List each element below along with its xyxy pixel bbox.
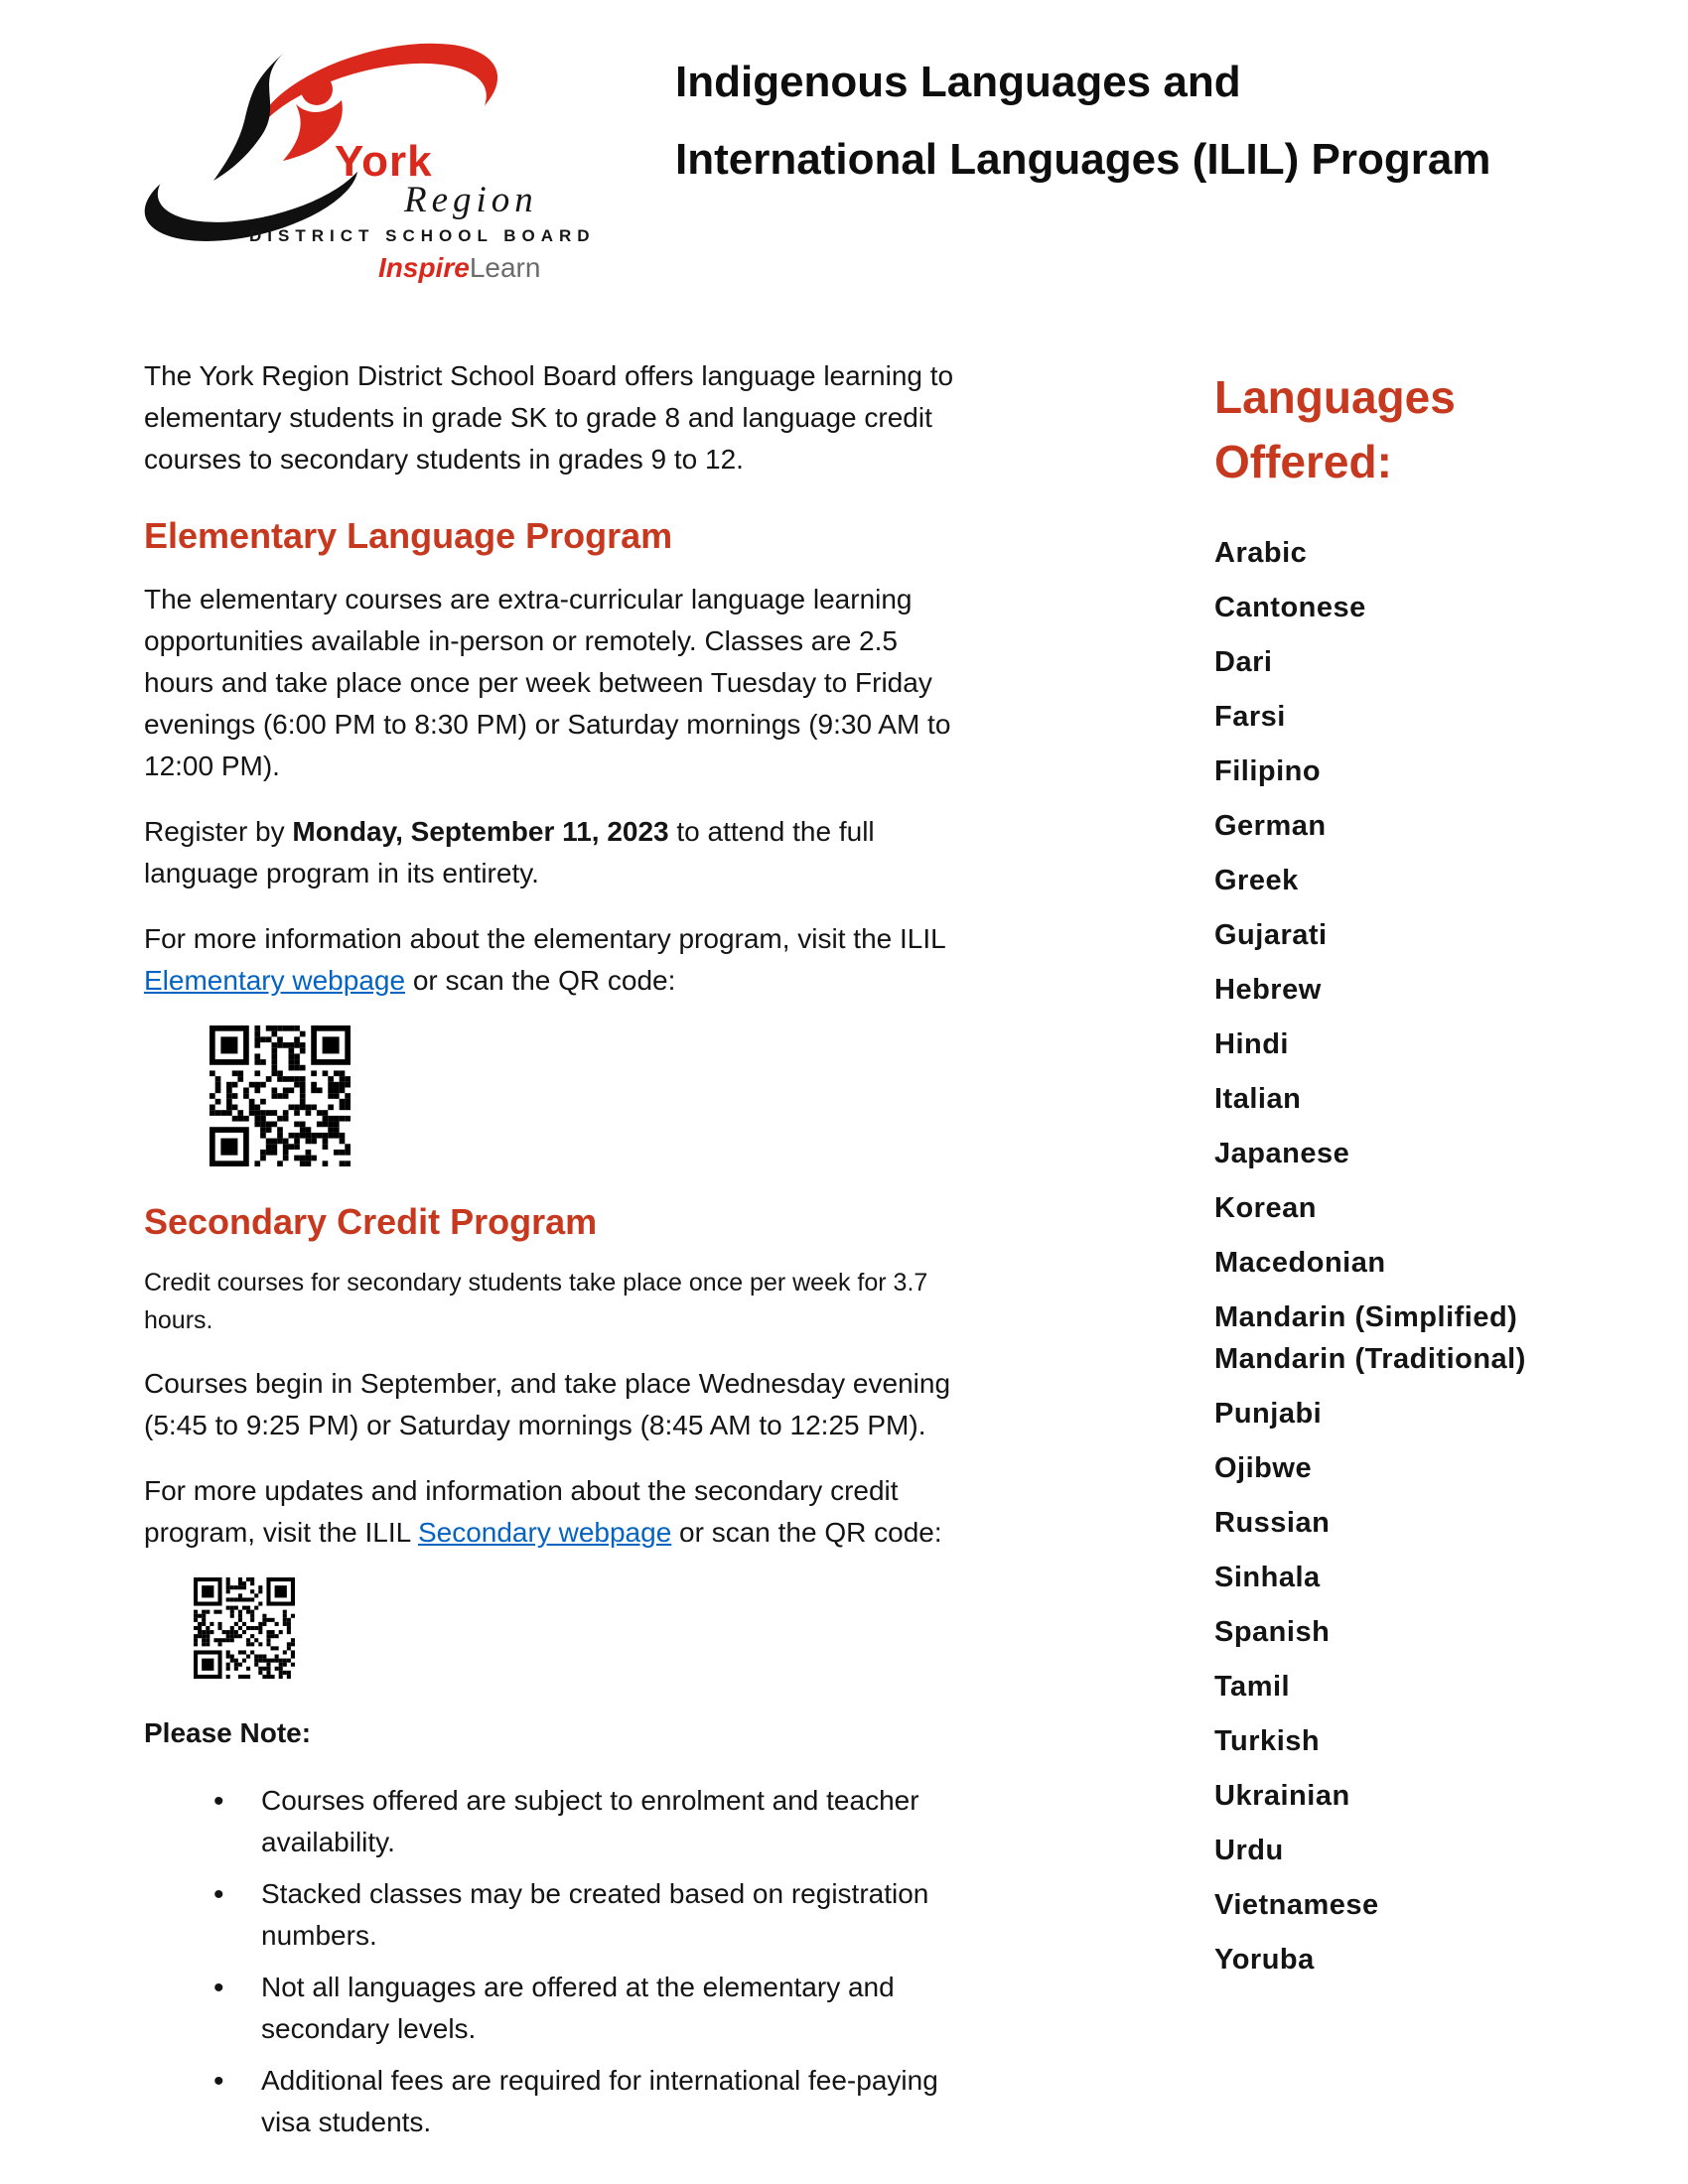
note-bullet-item: • Not all languages are offered at the elementary and secondary levels.: [213, 1967, 968, 2050]
page-title-line1: Indigenous Languages and: [675, 58, 1241, 106]
page-title-line2: International Languages (ILIL) Program: [675, 135, 1491, 185]
language-item: Japanese: [1214, 1137, 1350, 1169]
language-item: Ojibwe: [1214, 1451, 1313, 1484]
language-item: Russian: [1214, 1506, 1331, 1539]
language-item: Spanish: [1214, 1615, 1331, 1648]
elementary-info-paragraph: [144, 918, 968, 1002]
page-title: [675, 44, 1648, 200]
yrdsb-logo: [144, 28, 596, 301]
language-item: Italian: [1214, 1082, 1302, 1115]
elementary-body-paragraph: The elementary courses are extra-curricular language learning opportunities available in-person or remotely. Classes are 2.5 hours and take place once per week between Tuesday to Friday evenings (6:00 PM to 8:30 PM) or Saturday mornings (9:30 AM to 12:00 PM).: [144, 584, 951, 782]
logo-learn-text: Learn: [469, 252, 541, 283]
logo-tagline: [378, 252, 540, 284]
languages-sidebar: [1214, 365, 1661, 1998]
logo-board-text: DISTRICT SCHOOL BOARD: [249, 226, 596, 245]
language-item: German: [1214, 809, 1327, 842]
qr-code-secondary: [194, 1577, 295, 1679]
secondary-webpage-link[interactable]: Secondary webpage: [417, 1517, 672, 1549]
logo-york-text: York: [335, 137, 433, 186]
language-item: Hebrew: [1214, 973, 1322, 1006]
please-note-heading: Please Note:: [144, 1717, 312, 1749]
intro-paragraph: The York Region District School Board offers language learning to elementary students in grade SK to grade 8 and language credit courses to secondary students in grades 9 to 12.: [144, 360, 954, 475]
secondary-info-prefix: For more updates and information about the secondary credit program, visit the ILIL: [144, 1475, 899, 1549]
language-item: Cantonese: [1214, 591, 1366, 623]
language-item: Ukrainian: [1214, 1779, 1350, 1812]
secondary-credit-paragraph: Credit courses for secondary students take place once per week for 3.7 hours.: [144, 1269, 928, 1334]
language-item: Vietnamese: [1214, 1888, 1379, 1921]
language-item: Greek: [1214, 864, 1299, 896]
languages-list: [1214, 537, 1661, 1977]
language-item: Sinhala: [1214, 1561, 1321, 1593]
language-item: Mandarin (Simplified): [1214, 1300, 1518, 1333]
register-deadline-date: Monday, September 11, 2023: [292, 816, 669, 848]
register-prefix: Register by: [144, 816, 293, 848]
elementary-program-heading: Elementary Language Program: [144, 515, 673, 556]
secondary-schedule-paragraph: Courses begin in September, and take place Wednesday evening (5:45 to 9:25 PM) or Saturday mornings (8:45 AM to 12:25 PM).: [144, 1368, 951, 1441]
note-bullet-item: • Additional fees are required for international fee-paying visa students.: [213, 2060, 968, 2143]
note-bullet-item: • Stacked classes may be created based on registration numbers.: [213, 1873, 968, 1957]
languages-offered-heading-line2: Offered:: [1214, 436, 1392, 488]
language-item: Korean: [1214, 1191, 1317, 1224]
elementary-info-suffix: or scan the QR code:: [405, 965, 676, 997]
logo-inspire-text: Inspire: [378, 252, 470, 283]
logo-region-text: Region: [404, 180, 538, 220]
secondary-info-suffix: or scan the QR code:: [671, 1517, 942, 1549]
qr-code-elementary: [210, 1025, 351, 1166]
language-item: Dari: [1214, 645, 1273, 678]
register-paragraph: [144, 811, 968, 894]
elementary-webpage-link[interactable]: Elementary webpage: [144, 965, 406, 997]
language-item: Gujarati: [1214, 918, 1328, 951]
language-item: Arabic: [1214, 536, 1308, 569]
please-note-list: [144, 1780, 968, 2143]
secondary-program-heading: Secondary Credit Program: [144, 1201, 598, 1243]
language-item: Macedonian: [1214, 1246, 1386, 1279]
languages-offered-heading-line1: Languages: [1214, 371, 1456, 423]
language-item: Urdu: [1214, 1834, 1284, 1866]
note-bullet-item: • Courses offered are subject to enrolment and teacher availability.: [213, 1780, 968, 1863]
language-item: Punjabi: [1214, 1397, 1323, 1430]
language-item: Farsi: [1214, 700, 1286, 733]
languages-offered-heading: [1214, 365, 1661, 495]
main-content: [144, 355, 968, 2153]
language-item: Tamil: [1214, 1670, 1291, 1703]
register-suffix: to attend the full language program in its entirety.: [144, 816, 875, 889]
secondary-info-paragraph: [144, 1470, 968, 1554]
language-item: Yoruba: [1214, 1943, 1315, 1976]
language-item: Turkish: [1214, 1724, 1321, 1757]
language-item: Filipino: [1214, 754, 1322, 787]
language-item: Mandarin (Traditional): [1214, 1342, 1526, 1375]
elementary-info-prefix: For more information about the elementary program, visit the ILIL: [144, 923, 945, 955]
language-item: Hindi: [1214, 1027, 1289, 1060]
